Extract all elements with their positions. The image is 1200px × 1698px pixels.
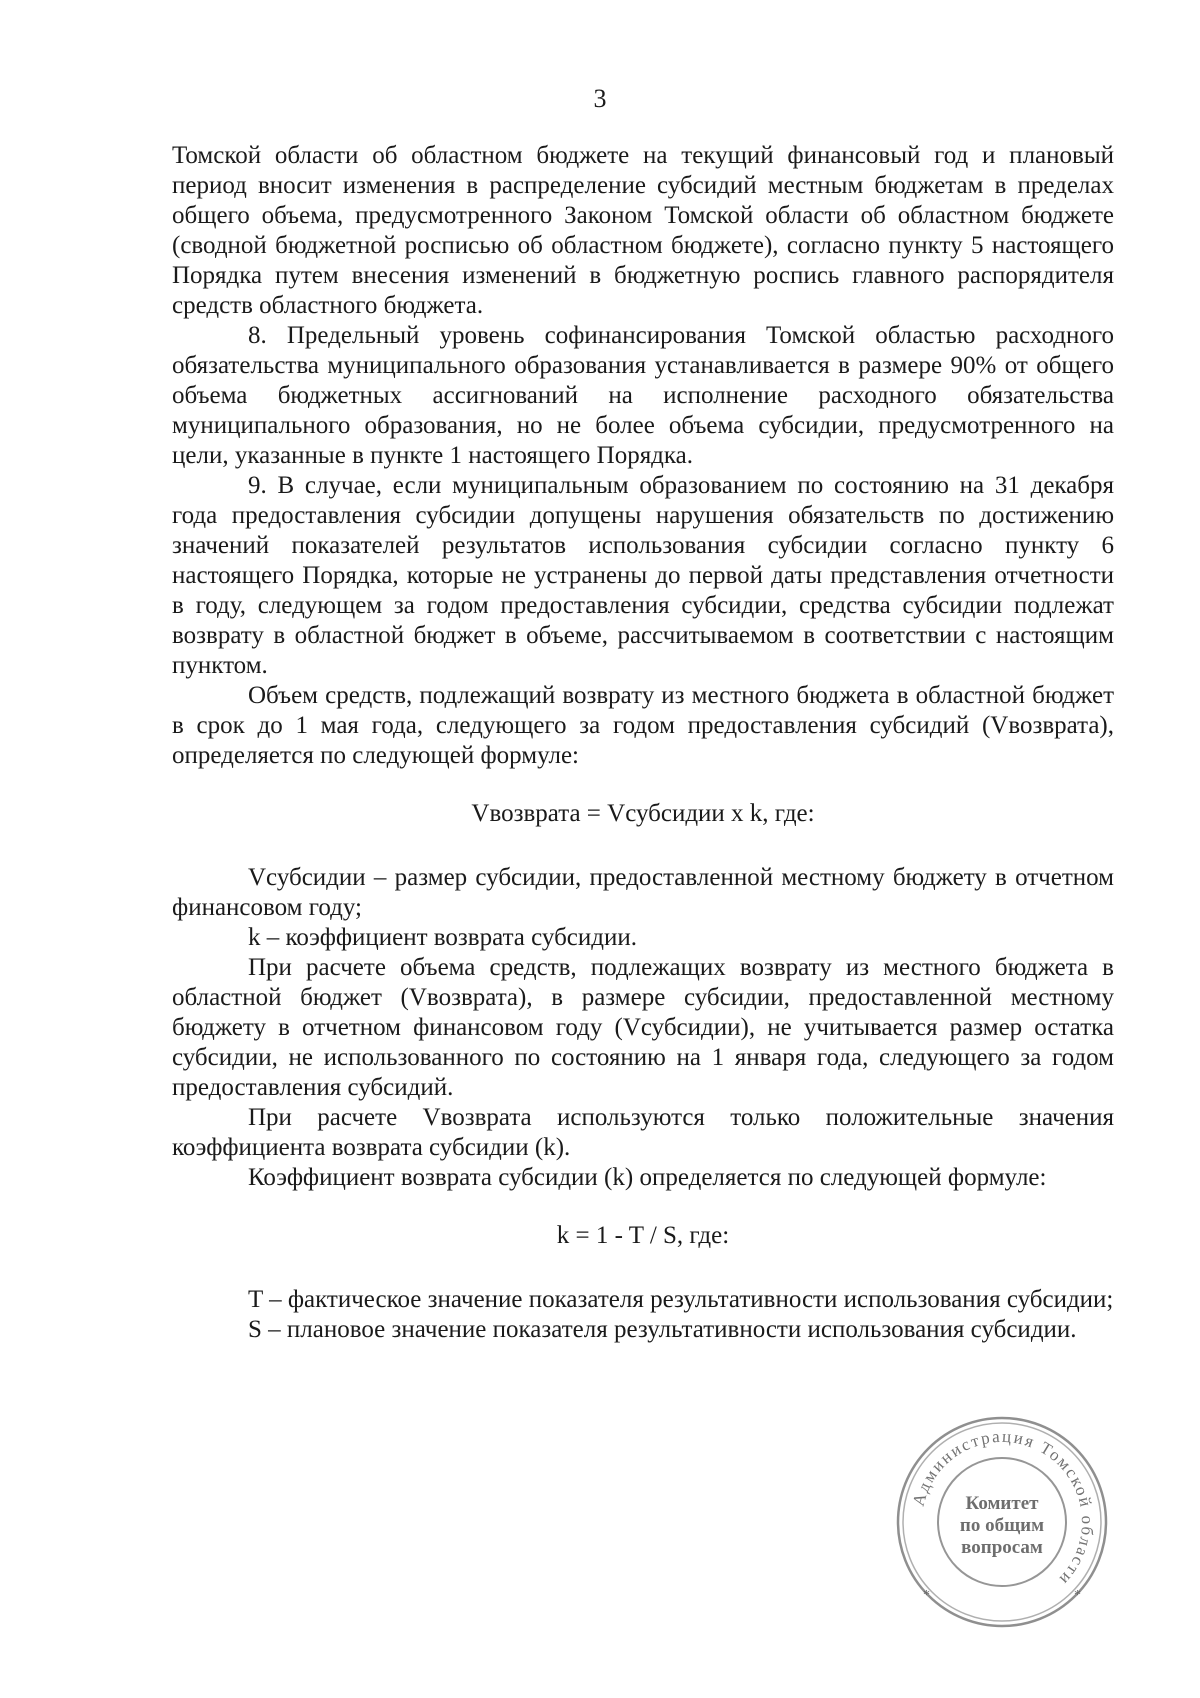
paragraph-positive-values: При расчете Vвозврата используются только положительные значения коэффициента возврата субсидии (k).	[172, 1104, 1114, 1161]
definition-t: T – фактическое значение показателя результативности использования субсидии;	[248, 1286, 1114, 1313]
paragraph-k-formula-intro: Коэффициент возврата субсидии (k) определяется по следующей формуле:	[248, 1164, 1047, 1191]
svg-text:*: *	[1074, 1588, 1081, 1603]
definition-s: S – плановое значение показателя результативности использования субсидии.	[248, 1316, 1077, 1343]
definition-k: k – коэффициент возврата субсидии.	[248, 924, 638, 951]
paragraph-return-volume: Объем средств, подлежащий возврату из местного бюджета в областной бюджет в срок до 1 мая года, следующего за годом предоставления субсидий (Vвозврата), определяется по следующей формуле:	[172, 682, 1114, 769]
formula-v-return: Vвозврата = Vсубсидии x k, где:	[471, 800, 815, 827]
svg-text:по общим: по общим	[959, 1515, 1045, 1536]
svg-text:вопросам: вопросам	[961, 1537, 1043, 1558]
official-stamp	[893, 1413, 1111, 1631]
stamp-seal-icon	[893, 1413, 1111, 1631]
paragraph-item-9: 9. В случае, если муниципальным образованием по состоянию на 31 декабря года предоставления субсидии допущены нарушения обязательств по достижению значений показателей результатов использования субсидии согласно пункту 6 настоящего Порядка, которые не устранены до первой даты представления отчетности в году, следующем за годом предоставления субсидии, средства субсидии подлежат возврату в областной бюджет в объеме, рассчитываемом в соответствии с настоящим пунктом.	[172, 472, 1114, 679]
paragraph-calculation-note: При расчете объема средств, подлежащих возврату из местного бюджета в областной бюджет (Vвозврата), в размере субсидии, предоставленной местному бюджету в отчетном финансовом году (Vсубсидии), не учитывается размер остатка субсидии, не использованного по состоянию на 1 января года, следующего за годом предоставления субсидий.	[172, 954, 1114, 1101]
svg-text:Комитет: Комитет	[965, 1493, 1039, 1514]
svg-text:Администрация Томской области: Администрация Томской области	[908, 1426, 1098, 1590]
svg-text:*: *	[923, 1588, 930, 1603]
definition-v-subsidy: Vсубсидии – размер субсидии, предоставленной местному бюджету в отчетном финансовом году;	[172, 864, 1114, 921]
document-body	[172, 141, 1114, 1345]
paragraph-item-8: 8. Предельный уровень софинансирования Томской областью расходного обязательства муниципального образования устанавливается в размере 90% от общего объема бюджетных ассигнований на исполнение расходного обязательства муниципального образования, но не более объема субсидии, предусмотренного на цели, указанные в пункте 1 настоящего Порядка.	[172, 322, 1114, 469]
paragraph-continuation: Томской области об областном бюджете на текущий финансовый год и плановый период вносит изменения в распределение субсидий местным бюджетам в пределах общего объема, предусмотренного Законом Томской области об областном бюджете (сводной бюджетной росписью об областном бюджете), согласно пункту 5 настоящего Порядка путем внесения изменений в бюджетную роспись главного распорядителя средств областного бюджета.	[172, 142, 1114, 319]
page-number: 3	[593, 84, 607, 113]
formula-k: k = 1 - T / S, где:	[556, 1222, 730, 1249]
